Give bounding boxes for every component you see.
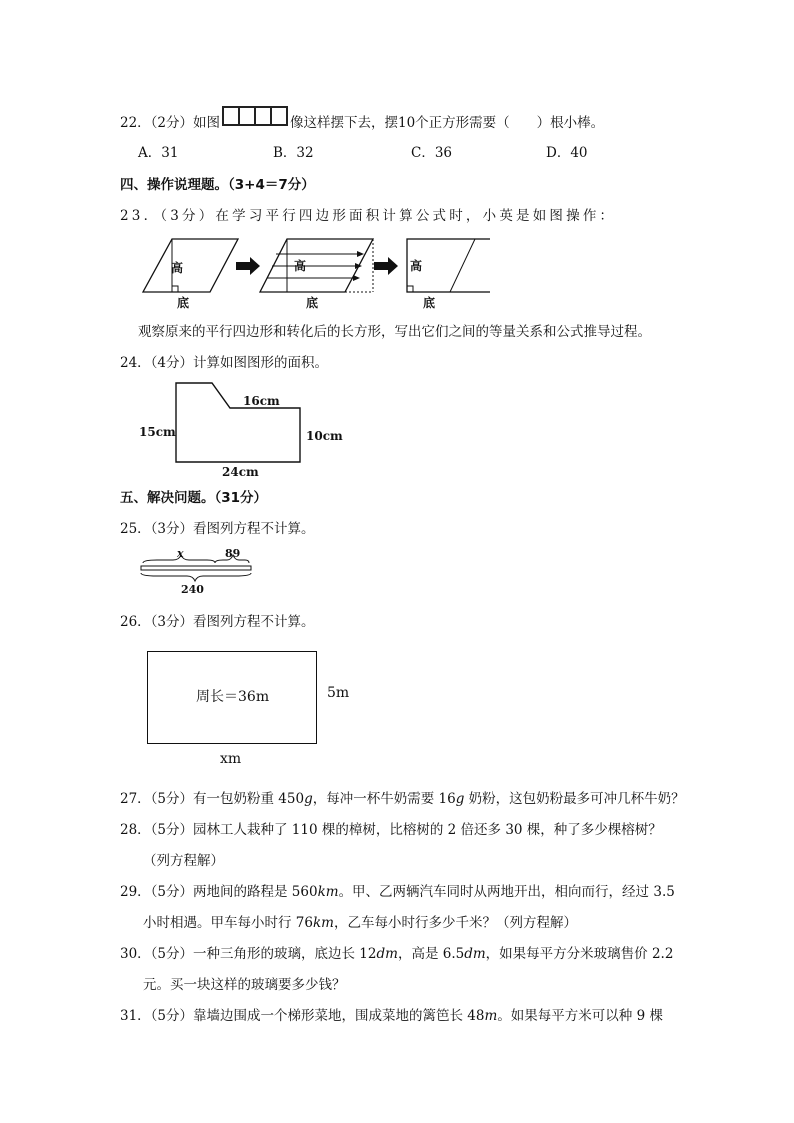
section-4-heading: 四、操作说理题。（3+4＝7分） [120,177,315,193]
q24-label-24cm: 24cm [222,465,259,479]
q25-label-240: 240 [181,583,204,596]
section-5-heading: 五、解决问题。（31分） [120,490,268,506]
q25-label-89: 89 [225,547,241,560]
q22-matchstick-squares-figure [222,105,288,127]
q27-text: 27．（5分）有一包奶粉重 450g，每冲一杯牛奶需要 16g 奶粉，这包奶粉最多可冲几杯牛奶？ [120,791,685,807]
q24-composite-shape-figure [170,380,310,466]
q22-option-c[interactable]: C．36 [411,145,453,161]
q25-text: 25．（3分）看图列方程不计算。 [120,521,315,537]
q26-bottom-label: xm [220,751,242,767]
q23-height-label-3: 高 [410,259,423,273]
q30-line-1: 30．（5分）一种三角形的玻璃，底边长 12dm，高是 6.5dm，如果每平方分米玻璃售价 2.2 [120,946,674,962]
q25-label-x: x [177,547,184,560]
q29-line-2: 小时相遇。甲车每小时行 76km，乙车每小时行多少千米？（列方程解） [143,915,577,931]
q23-base-label-2: 底 [306,296,319,310]
q31-line-1: 31．（5分）靠墙边围成一个梯形菜地，围成菜地的篱笆长 48m。如果每平方米可以种 9 棵 [120,1008,663,1024]
q23-text: 23．（3分）在学习平行四边形面积计算公式时，小英是如图操作： [120,208,617,224]
q23-base-label-3: 底 [423,296,436,310]
q26-perimeter-label: 周长＝36m [196,689,270,705]
q23-height-label-1: 高 [171,261,184,275]
q22-option-b[interactable]: B．32 [273,145,314,161]
q29-line-1: 29．（5分）两地间的路程是 560km。甲、乙两辆汽车同时从两地开出，相向而行，经过 3.5 [120,884,675,900]
q24-label-10cm: 10cm [306,429,343,443]
q22-option-a[interactable]: A．31 [138,145,179,161]
q30-line-2: 元。买一块这样的玻璃要多少钱？ [143,977,346,993]
q24-text: 24．（4分）计算如图图形的面积。 [120,355,329,371]
q23-base-label-1: 底 [177,296,190,310]
q28-line-1: 28．（5分）园林工人栽种了 110 棵的樟树，比榕树的 2 倍还多 30 棵，种了多少棵榕树？ [120,822,662,838]
q22-option-d[interactable]: D．40 [546,145,588,161]
q23-instruction: 观察原来的平行四边形和转化后的长方形，写出它们之间的等量关系和公式推导过程。 [138,324,651,340]
q22-prefix: 22．（2分）如图 [120,115,221,131]
q26-text: 26．（3分）看图列方程不计算。 [120,614,315,630]
q22-suffix: 像这样摆下去，摆10个正方形需要（ ）根小棒。 [290,115,605,131]
q28-line-2: （列方程解） [143,853,224,869]
q24-label-15cm: 15cm [139,425,176,439]
q24-label-16cm: 16cm [243,394,280,408]
q23-height-label-2: 高 [294,259,307,273]
q26-side-label: 5m [327,685,350,701]
